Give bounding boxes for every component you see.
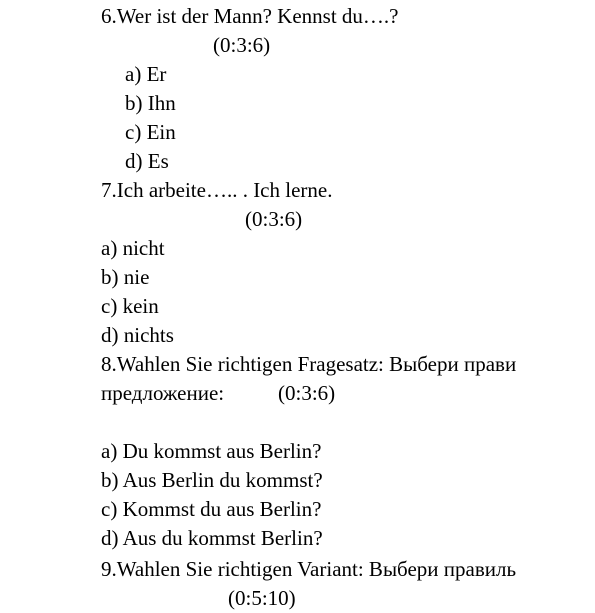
question-7-option-b: b) nie	[101, 265, 150, 289]
question-8-option-b: b) Aus Berlin du kommst?	[101, 468, 323, 492]
question-8-score: (0:3:6)	[278, 381, 336, 405]
question-7-option-a: a) nicht	[101, 236, 165, 260]
question-6-option-c: c) Ein	[125, 120, 176, 144]
question-8-option-a: a) Du kommst aus Berlin?	[101, 439, 322, 463]
question-9-text: 9.Wahlen Sie richtigen Variant: Выбери правиль	[101, 557, 517, 581]
question-6-score: (0:3:6)	[213, 33, 271, 57]
question-8-option-c: c) Kommst du aus Berlin?	[101, 497, 322, 521]
question-6-option-d: d) Es	[125, 149, 169, 173]
question-8-option-d: d) Aus du kommst Berlin?	[101, 526, 323, 550]
question-7-option-d: d) nichts	[101, 323, 174, 347]
question-6-text: 6.Wer ist der Mann? Kennst du….?	[101, 4, 399, 28]
question-7-text: 7.Ich arbeite….. . Ich lerne.	[101, 178, 333, 202]
question-8-text-continued: предложение:	[101, 381, 225, 405]
question-8-text: 8.Wahlen Sie richtigen Fragesatz: Выбери прави	[101, 352, 517, 376]
question-7-option-c: c) kein	[101, 294, 159, 318]
question-6-option-b: b) Ihn	[125, 91, 176, 115]
question-9-score: (0:5:10)	[228, 586, 296, 610]
question-7-score: (0:3:6)	[245, 207, 303, 231]
question-6-option-a: a) Er	[125, 62, 167, 86]
